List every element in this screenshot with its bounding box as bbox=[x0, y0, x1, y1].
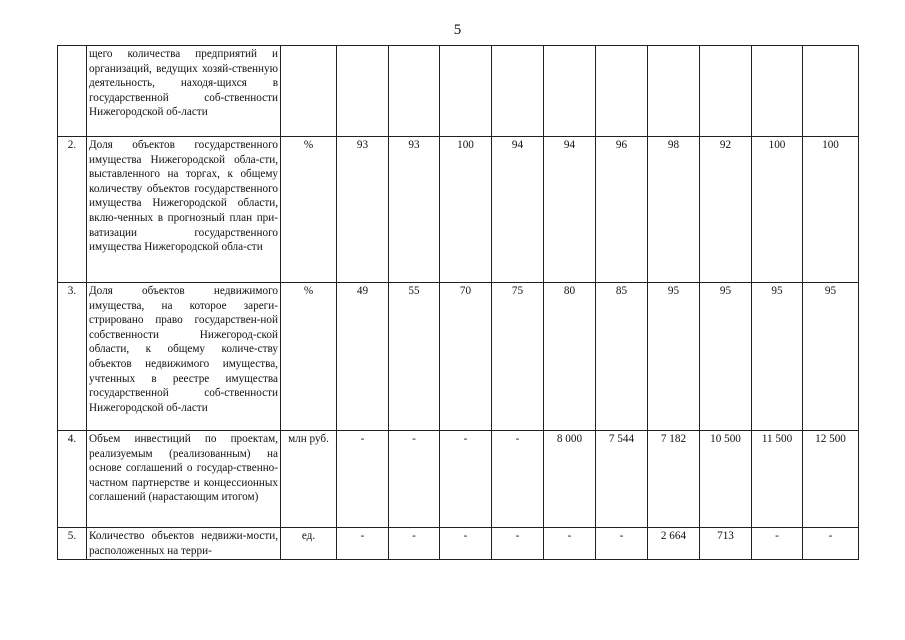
value-cell: - bbox=[337, 431, 389, 528]
indicator-name: Объем инвестиций по проектам, реализуемым (реализованным) на основе соглашений о государ-ственно-частном партнерстве и концессионных соглашений (нарастающим итогом) bbox=[87, 431, 281, 528]
indicator-name: Доля объектов недвижимого имущества, на которое зареги-стрировано право государствен-ной собственности Нижегород-ской области, к общему количе-ству объектов недвижимого имущества, учтенных в реестре имущества государственной соб-ственности Нижегородской об-ласти bbox=[87, 283, 281, 431]
value-cell: - bbox=[752, 528, 803, 560]
value-cell: 11 500 bbox=[752, 431, 803, 528]
value-cell: - bbox=[803, 528, 859, 560]
value-cell bbox=[389, 46, 440, 137]
value-cell bbox=[700, 46, 752, 137]
value-cell: - bbox=[440, 528, 492, 560]
unit-cell: ед. bbox=[281, 528, 337, 560]
row-number: 5. bbox=[58, 528, 87, 560]
value-cell: 12 500 bbox=[803, 431, 859, 528]
row-number: 3. bbox=[58, 283, 87, 431]
table-body bbox=[58, 46, 859, 560]
value-cell bbox=[803, 46, 859, 137]
value-cell: - bbox=[492, 431, 544, 528]
value-cell: 2 664 bbox=[648, 528, 700, 560]
value-cell: 93 bbox=[389, 137, 440, 283]
value-cell: 8 000 bbox=[544, 431, 596, 528]
unit-cell: % bbox=[281, 137, 337, 283]
value-cell: 49 bbox=[337, 283, 389, 431]
value-cell: 95 bbox=[803, 283, 859, 431]
value-cell bbox=[337, 46, 389, 137]
value-cell: 100 bbox=[440, 137, 492, 283]
value-cell: - bbox=[337, 528, 389, 560]
value-cell: - bbox=[596, 528, 648, 560]
row-number: 2. bbox=[58, 137, 87, 283]
value-cell bbox=[648, 46, 700, 137]
value-cell: 85 bbox=[596, 283, 648, 431]
value-cell: - bbox=[389, 528, 440, 560]
value-cell: 98 bbox=[648, 137, 700, 283]
value-cell: 93 bbox=[337, 137, 389, 283]
value-cell: - bbox=[440, 431, 492, 528]
value-cell: - bbox=[544, 528, 596, 560]
value-cell: 95 bbox=[648, 283, 700, 431]
value-cell: 55 bbox=[389, 283, 440, 431]
indicator-name: Доля объектов государственного имущества Нижегородской обла-сти, выставленного на торгах, к общему количеству объектов государственного имущества Нижегородской области, вклю-ченных в прогнозный план при-ватизации государственного имущества Нижегородской обла-сти bbox=[87, 137, 281, 283]
row-number: 4. bbox=[58, 431, 87, 528]
value-cell: 70 bbox=[440, 283, 492, 431]
indicator-name: щего количества предприятий и организаций, ведущих хозяй-ственную деятельность, находя-щихся в государственной соб-ственности Нижегородской об-ласти bbox=[87, 46, 281, 137]
table-row bbox=[58, 46, 859, 137]
value-cell: 94 bbox=[492, 137, 544, 283]
value-cell: 92 bbox=[700, 137, 752, 283]
value-cell: 100 bbox=[803, 137, 859, 283]
table-row bbox=[58, 528, 859, 560]
value-cell: 75 bbox=[492, 283, 544, 431]
value-cell: 7 544 bbox=[596, 431, 648, 528]
value-cell: 94 bbox=[544, 137, 596, 283]
table-row bbox=[58, 283, 859, 431]
page-number: 5 bbox=[453, 22, 462, 38]
indicator-name: Количество объектов недвижи-мости, расположенных на терри- bbox=[87, 528, 281, 560]
row-number bbox=[58, 46, 87, 137]
value-cell: 80 bbox=[544, 283, 596, 431]
indicators-table bbox=[57, 45, 859, 560]
value-cell: - bbox=[492, 528, 544, 560]
table-row bbox=[58, 431, 859, 528]
value-cell: 100 bbox=[752, 137, 803, 283]
value-cell: 96 bbox=[596, 137, 648, 283]
value-cell bbox=[544, 46, 596, 137]
value-cell: 713 bbox=[700, 528, 752, 560]
unit-cell: % bbox=[281, 283, 337, 431]
value-cell: 7 182 bbox=[648, 431, 700, 528]
value-cell: 10 500 bbox=[700, 431, 752, 528]
value-cell bbox=[752, 46, 803, 137]
unit-cell bbox=[281, 46, 337, 137]
value-cell: - bbox=[389, 431, 440, 528]
value-cell bbox=[596, 46, 648, 137]
unit-cell: млн руб. bbox=[281, 431, 337, 528]
table-row bbox=[58, 137, 859, 283]
value-cell: 95 bbox=[752, 283, 803, 431]
value-cell bbox=[492, 46, 544, 137]
value-cell: 95 bbox=[700, 283, 752, 431]
value-cell bbox=[440, 46, 492, 137]
